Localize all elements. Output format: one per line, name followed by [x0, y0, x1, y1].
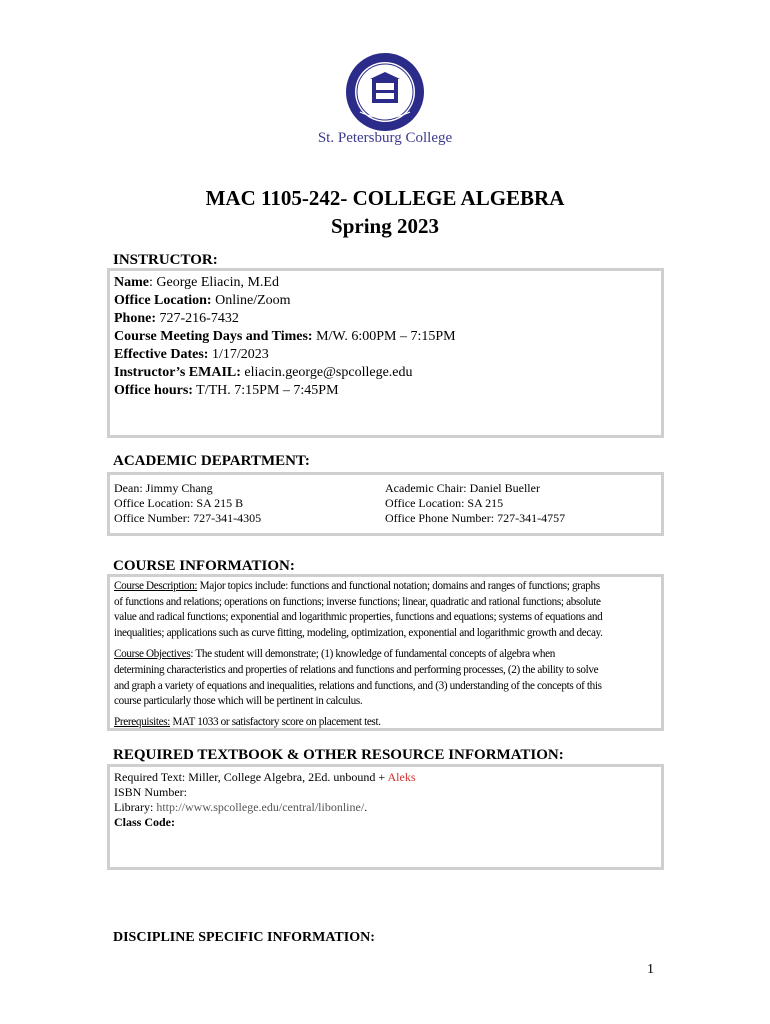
- course-info-box: [107, 574, 664, 731]
- effective-dates: Effective Dates: 1/17/2023: [114, 347, 269, 362]
- course-title: MAC 1105-242- COLLEGE ALGEBRA: [205, 186, 565, 210]
- textbook-heading: REQUIRED TEXTBOOK & OTHER RESOURCE INFORMATION:: [113, 747, 564, 763]
- college-name: St. Petersburg College: [317, 130, 453, 146]
- isbn-number: ISBN Number:: [114, 785, 187, 799]
- course-info-heading: COURSE INFORMATION:: [113, 558, 295, 574]
- class-code: Class Code:: [114, 815, 176, 829]
- dean-office: Office Location: SA 215 B: [114, 496, 244, 510]
- library-link[interactable]: http://www.spcollege.edu/central/libonline/: [156, 800, 365, 814]
- prerequisites: Prerequisites: MAT 1033 or satisfactory score on placement test.: [114, 715, 381, 728]
- instructor-office: Office Location: Online/Zoom: [114, 293, 291, 308]
- chair-line: Academic Chair: Daniel Bueller: [385, 481, 540, 495]
- discipline-heading: DISCIPLINE SPECIFIC INFORMATION:: [113, 930, 375, 945]
- aleks-label: Aleks: [387, 770, 416, 784]
- department-heading: ACADEMIC DEPARTMENT:: [113, 453, 310, 469]
- office-hours: Office hours: T/TH. 7:15PM – 7:45PM: [114, 383, 339, 398]
- dean-number: Office Number: 727-341-4305: [114, 511, 262, 525]
- required-text: Required Text: Miller, College Algebra, 2Ed. unbound + Aleks: [114, 770, 416, 784]
- instructor-box: [107, 268, 664, 438]
- course-objectives: Course Objectives: The student will demonstrate; (1) knowledge of fundamental concepts of algebra when determining characteristics and properties of relations and functions and performing processes, (2) the ability to solve and graph a variety of equations and inequalities, relations and functions, and (3) understanding of the concepts of this course particularly those which will be pertinent in calculus.: [114, 648, 602, 708]
- course-term: Spring 2023: [331, 214, 439, 238]
- department-box: [107, 472, 664, 536]
- instructor-email: Instructor’s EMAIL: eliacin.george@spcollege.edu: [114, 365, 413, 380]
- library-line: Library: http://www.spcollege.edu/central/libonline/.: [114, 800, 368, 814]
- instructor-phone: Phone: 727-216-7432: [114, 311, 239, 326]
- chair-office: Office Location: SA 215: [385, 496, 504, 510]
- dean-line: Dean: Jimmy Chang: [114, 481, 213, 495]
- dean-column: [114, 481, 261, 526]
- textbook-box: [107, 764, 664, 870]
- chair-column: [385, 481, 565, 526]
- course-description: Course Description: Major topics include: functions and functional notation; domains and ranges of functions; graphs of functions and relations; operations on functions; inverse functions; linear, quadratic and rational functions; absolute value and radical functions; exponential and logarithmic properties, functions and equations; systems of equations and inequalities; applications such as curve fitting, modeling, optimization, exponential and logarithmic growth and decay.: [114, 580, 603, 639]
- instructor-heading: INSTRUCTOR:: [113, 252, 218, 268]
- chair-number: Office Phone Number: 727-341-4757: [385, 511, 566, 525]
- instructor-name: Name: George Eliacin, M.Ed: [114, 275, 279, 290]
- page-number: 1: [647, 962, 654, 977]
- meeting-times: Course Meeting Days and Times: M/W. 6:00PM – 7:15PM: [114, 329, 456, 344]
